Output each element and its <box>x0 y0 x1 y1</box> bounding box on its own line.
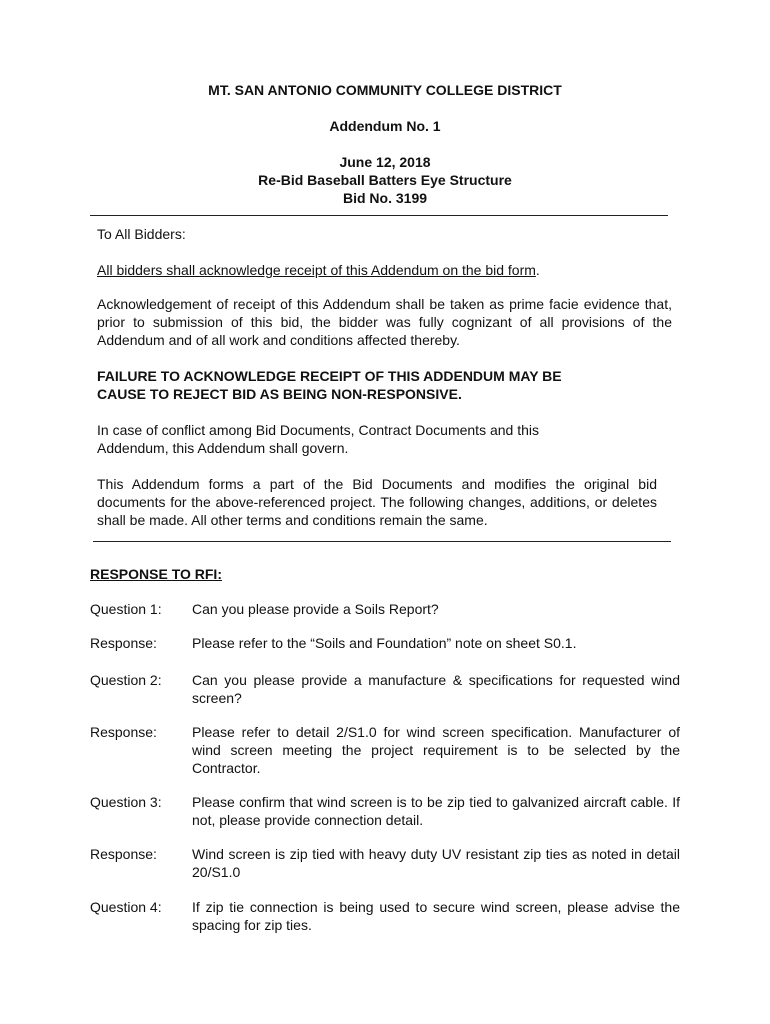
section-divider <box>93 541 671 542</box>
failure-warning-line-2: CAUSE TO REJECT BID AS BEING NON-RESPONSIVE. <box>97 386 462 402</box>
rfi-label: Response: <box>90 635 157 651</box>
rfi-text: Please confirm that wind screen is to be zip tied to galvanized aircraft cable. If not, please provide connection detail. <box>192 794 680 828</box>
failure-warning-line-1: FAILURE TO ACKNOWLEDGE RECEIPT OF THIS ADDENDUM MAY BE <box>97 368 562 384</box>
rfi-label: Question 4: <box>90 899 162 915</box>
salutation: To All Bidders: <box>97 226 186 242</box>
rfi-text: Please refer to detail 2/S1.0 for wind screen specification. Manufacturer of wind screen meeting the project requirement is to be selected by the Contractor. <box>192 724 680 776</box>
rfi-label: Question 3: <box>90 794 162 810</box>
rfi-text: Can you please provide a manufacture & specifications for requested wind screen? <box>192 672 680 706</box>
conflict-line-1: In case of conflict among Bid Documents, Contract Documents and this <box>97 422 539 438</box>
acknowledge-statement <box>97 261 672 279</box>
rfi-label: Question 2: <box>90 672 162 688</box>
rfi-heading: RESPONSE TO RFI: <box>90 566 222 582</box>
district-title: MT. SAN ANTONIO COMMUNITY COLLEGE DISTRICT <box>208 82 562 98</box>
conflict-line-2: Addendum, this Addendum shall govern. <box>97 440 349 456</box>
acknowledgement-paragraph: Acknowledgement of receipt of this Addendum shall be taken as prime facie evidence that, prior to submission of this bid, the bidder was fully cognizant of all provisions of the Addendum and of all work and conditions affected thereby. <box>97 296 672 348</box>
rfi-text: Wind screen is zip tied with heavy duty UV resistant zip ties as noted in detail 20/S1.0 <box>192 846 680 880</box>
addendum-date: June 12, 2018 <box>339 154 431 170</box>
bid-number: Bid No. 3199 <box>342 190 428 206</box>
header-divider <box>90 215 668 216</box>
acknowledge-period: . <box>535 262 540 278</box>
rfi-text: If zip tie connection is being used to secure wind screen, please advise the spacing for zip ties. <box>192 899 680 933</box>
forms-paragraph: This Addendum forms a part of the Bid Documents and modifies the original bid documents for the above-referenced project. The following changes, additions, or deletes shall be made. All other terms and conditions remain the same. <box>97 476 657 528</box>
rfi-text: Please refer to the “Soils and Foundation” note on sheet S0.1. <box>192 635 577 651</box>
project-title: Re-Bid Baseball Batters Eye Structure <box>258 172 512 188</box>
rfi-text: Can you please provide a Soils Report? <box>192 601 439 617</box>
addendum-number: Addendum No. 1 <box>329 118 441 134</box>
rfi-label: Question 1: <box>90 601 162 617</box>
rfi-label: Response: <box>90 724 157 740</box>
acknowledge-underlined-text: All bidders shall acknowledge receipt of this Addendum on the bid form <box>97 262 536 278</box>
rfi-label: Response: <box>90 846 157 862</box>
